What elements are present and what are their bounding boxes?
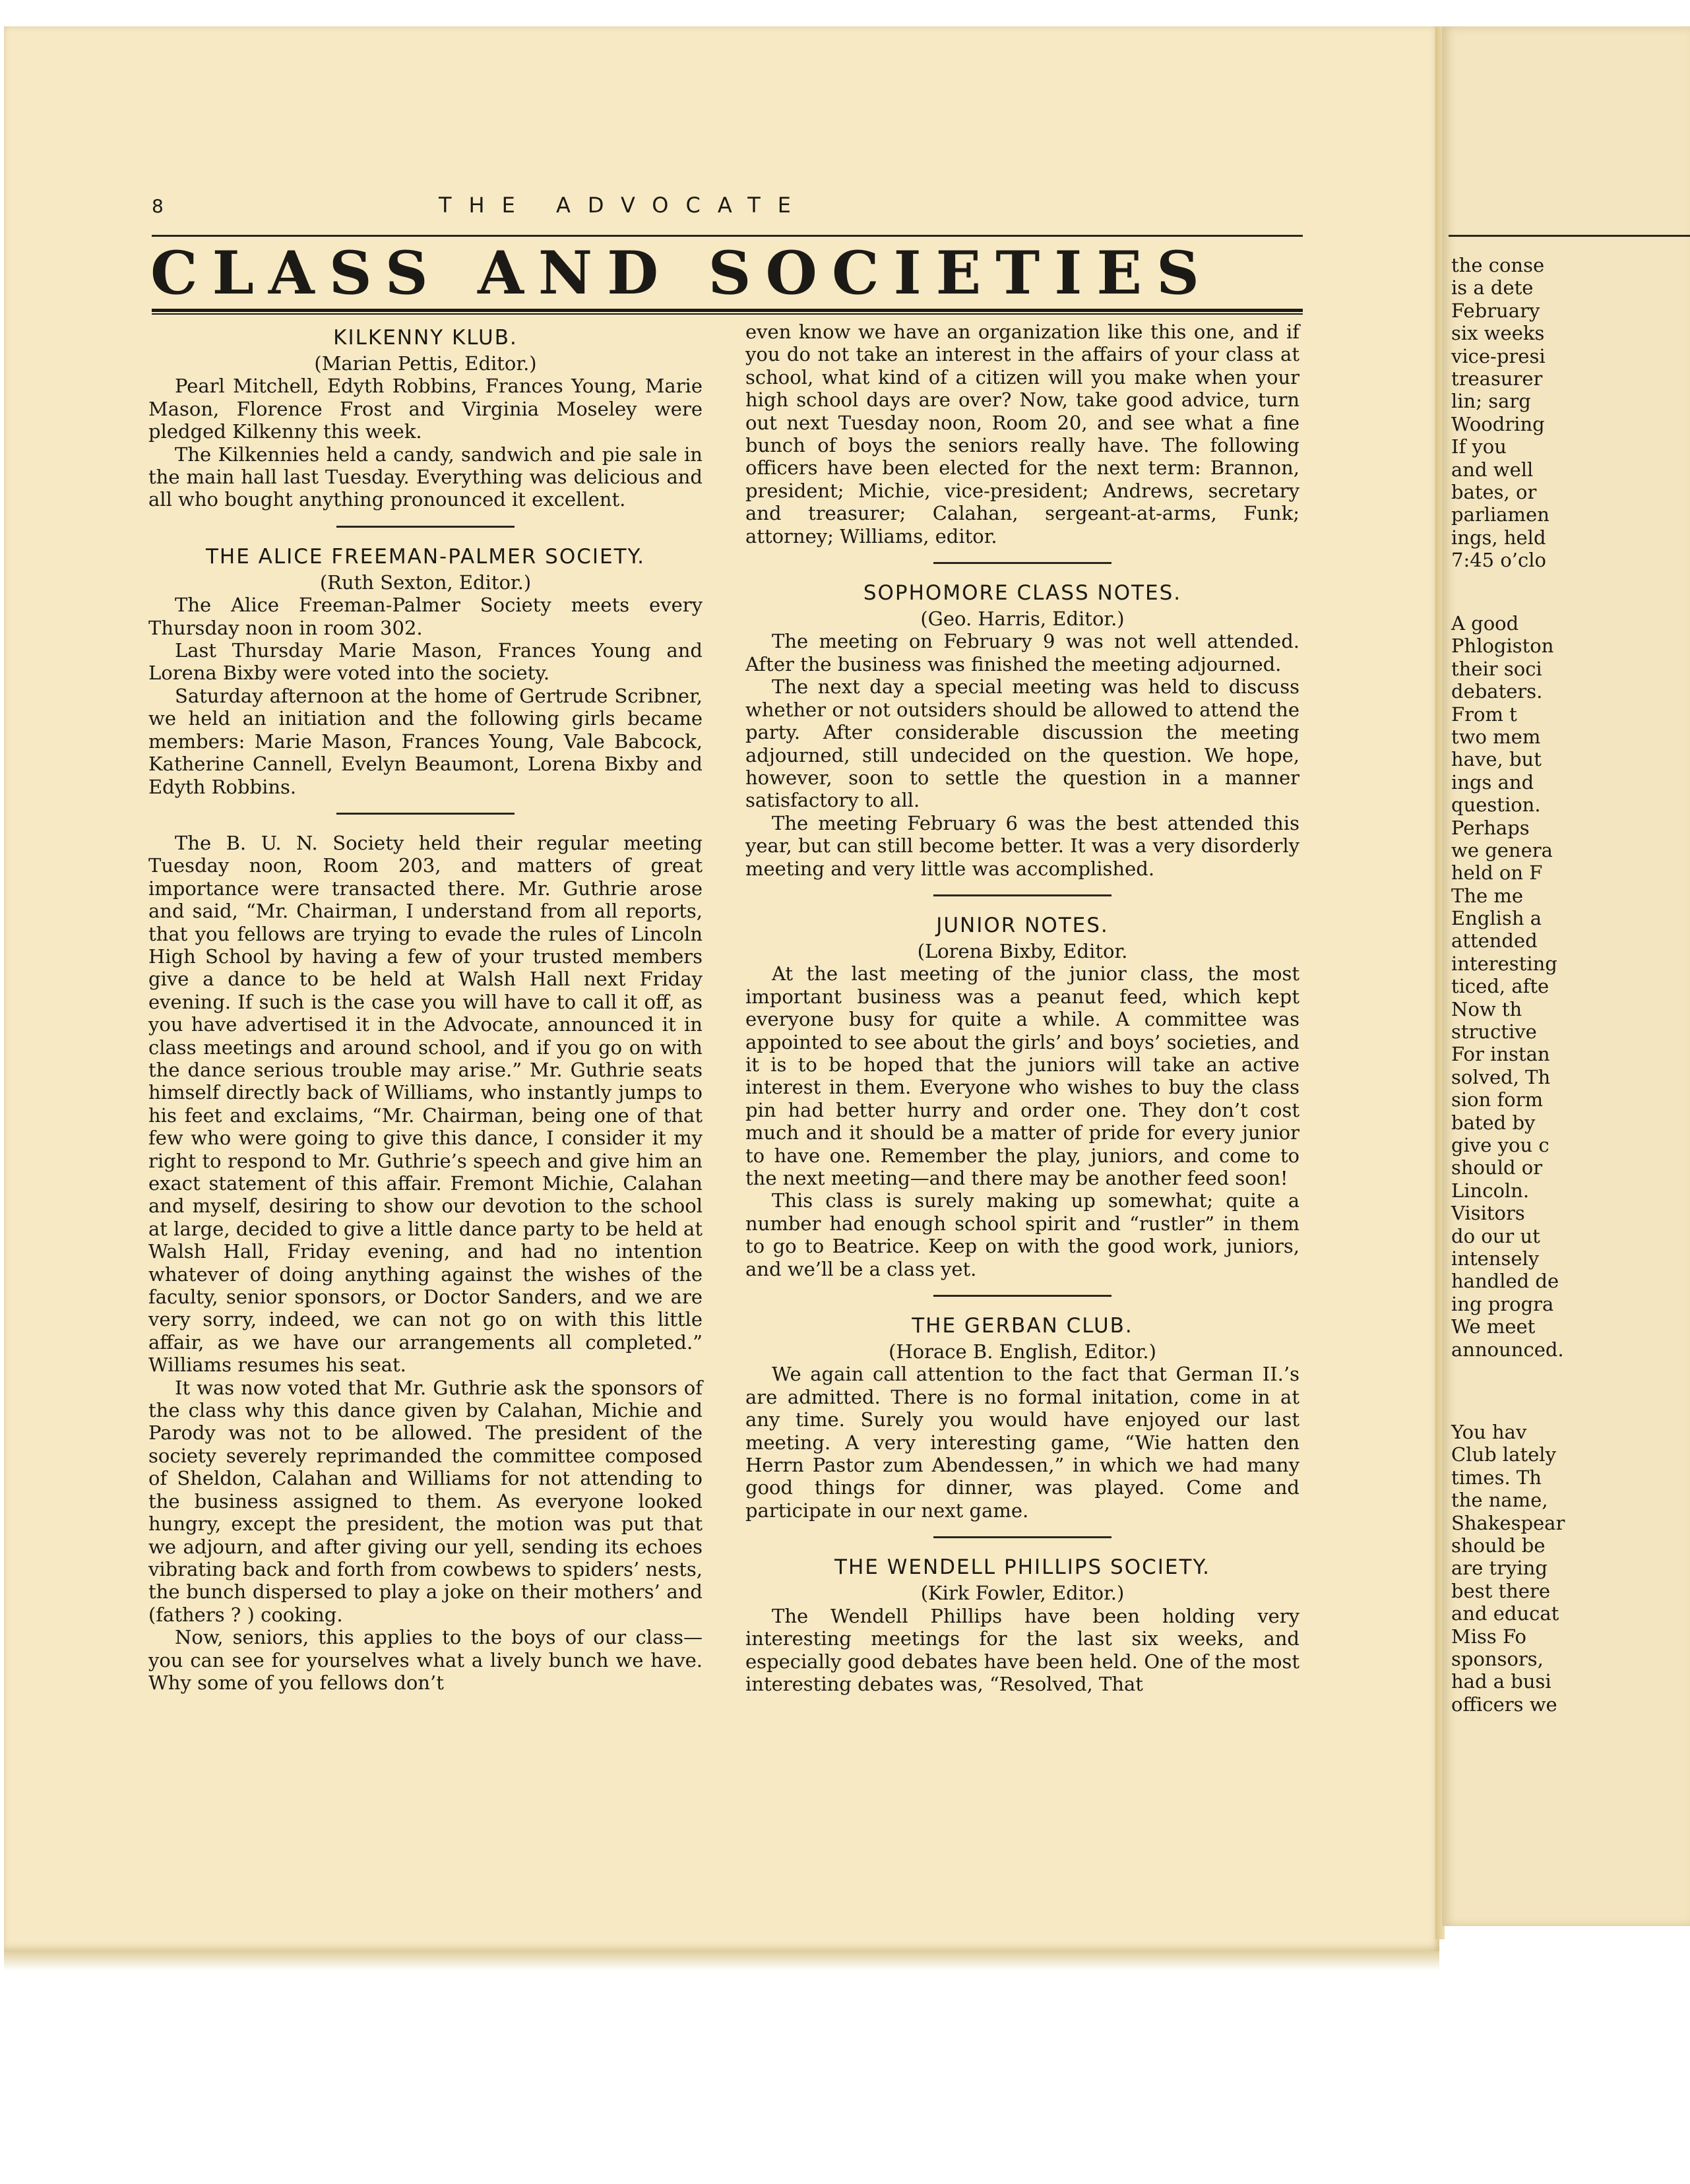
next-page-line: February — [1451, 299, 1540, 322]
next-page-line: Lincoln. — [1451, 1179, 1530, 1202]
paragraph: Pearl Mitchell, Edyth Robbins, Frances Young, Marie Mason, Florence Frost and Virginia Moseley were pledged Kilkenny this week. — [148, 375, 703, 443]
next-page-text-block-3 — [1451, 1421, 1690, 1716]
editor-credit: (Marian Pettis, Editor.) — [314, 352, 537, 375]
next-page-line: debaters. — [1451, 680, 1543, 703]
next-page-line: times. Th — [1451, 1466, 1542, 1489]
next-page-line: give you c — [1451, 1133, 1549, 1156]
section-divider — [933, 1536, 1111, 1538]
next-page-line: should be — [1451, 1534, 1546, 1557]
paragraph: The next day a special meeting was held to discuss whether or not outsiders should be allowed to attend the party. After considerable discussion the meeting adjourned, still undecided on the question. We hope, however, soon to settle the question in a manner satisfactory to all. — [745, 675, 1299, 812]
next-page-line: handled de — [1451, 1270, 1559, 1293]
next-page-line: ings and — [1451, 770, 1534, 794]
article-heading: JUNIOR NOTES. — [936, 913, 1109, 937]
next-page-line: and educat — [1451, 1602, 1559, 1625]
right-column — [745, 321, 1299, 1695]
editor-credit: (Ruth Sexton, Editor.) — [319, 571, 532, 594]
next-page-line: should or — [1451, 1156, 1543, 1179]
next-page-line: two mem — [1451, 725, 1541, 748]
paragraph: Last Thursday Marie Mason, Frances Young and Lorena Bixby were voted into the society. — [148, 639, 703, 685]
next-page-line: held on F — [1451, 861, 1543, 885]
paragraph: Now, seniors, this applies to the boys of our class—you can see for yourselves what a lively bunch we have. Why some of you fellows don’t — [148, 1626, 703, 1694]
next-page-line: Perhaps — [1451, 816, 1530, 839]
paragraph: The Wendell Phillips have been holding very interesting meetings for the last six weeks, and especially good debates have been held. One of the most interesting debates was, “Resolved, That — [745, 1604, 1299, 1695]
next-page-line: For instan — [1451, 1043, 1550, 1066]
next-page-line: sponsors, — [1451, 1647, 1544, 1670]
next-page-line: announced. — [1451, 1338, 1564, 1361]
next-page-line: A good — [1451, 612, 1519, 635]
section-divider — [933, 894, 1111, 896]
editor-credit: (Geo. Harris, Editor.) — [920, 608, 1125, 631]
next-page-line: bated by — [1451, 1111, 1536, 1134]
next-page-line: You hav — [1451, 1421, 1527, 1443]
section-divider — [336, 526, 515, 528]
next-page-line: English a — [1451, 907, 1542, 930]
next-page-line: their soci — [1451, 657, 1542, 680]
next-page-line: the conse — [1451, 254, 1545, 276]
next-page-line: ticed, afte — [1451, 975, 1549, 998]
paragraph: The meeting February 6 was the best attended this year, but can still become better. It was a very disorderly meeting and very little was accomplished. — [745, 811, 1299, 880]
next-page-line: had a busi — [1451, 1670, 1551, 1693]
editor-credit: (Kirk Fowler, Editor.) — [920, 1582, 1125, 1605]
next-page-line: Miss Fo — [1451, 1625, 1526, 1648]
next-page-line: we genera — [1451, 838, 1553, 861]
next-page-line: question. — [1451, 794, 1541, 817]
next-page-line: six weeks — [1451, 322, 1545, 345]
next-page-rule — [1449, 235, 1690, 237]
next-page-line: Visitors — [1451, 1202, 1525, 1225]
paragraph: Saturday afternoon at the home of Gertrude Scribner, we held an initiation and the following girls became members: Marie Mason, Frances Young, Vale Babcock, Katherine Cannell, Evelyn Beaumont, Lorena Bixby and Edyth Robbins. — [148, 684, 703, 798]
title-rule — [152, 309, 1303, 315]
next-page-line: solved, Th — [1451, 1065, 1551, 1088]
next-page-line: attended — [1451, 929, 1538, 952]
paragraph: The meeting on February 9 was not well attended. After the business was finished the meeting adjourned. — [745, 630, 1299, 675]
paragraph: even know we have an organization like this one, and if you do not take an interest in the affairs of your class at school, what kind of a citizen will you make when your high school days are over? Now, take good advice, turn out next Tuesday noon, Room 20, and see what a fine bunch of boys the seniors really have. The following officers have been elected for the next term: Brannon, president; Michie, vice-president; Andrews, secretary and treasurer; Calahan, sergeant-at-arms, Funk; attorney; Williams, editor. — [745, 321, 1299, 547]
next-page-line: ing progra — [1451, 1292, 1554, 1315]
section-divider — [933, 1295, 1111, 1297]
paragraph: The Alice Freeman-Palmer Society meets every Thursday noon in room 302. — [148, 594, 703, 639]
next-page-line: We meet — [1451, 1315, 1536, 1338]
section-title: CLASS AND SOCIETIES — [150, 238, 1214, 308]
next-page-line: parliamen — [1451, 503, 1549, 526]
next-page-line: interesting — [1451, 952, 1557, 975]
next-page-line: ings, held — [1451, 526, 1546, 549]
next-page-line: and well — [1451, 458, 1534, 481]
next-page-line: 7:45 o’clo — [1451, 549, 1546, 572]
next-page-line: Phlogiston — [1451, 635, 1554, 658]
article-heading: SOPHOMORE CLASS NOTES. — [863, 581, 1182, 606]
next-page-line: From t — [1451, 702, 1517, 726]
editor-credit: (Horace B. English, Editor.) — [889, 1340, 1156, 1363]
next-page-line: treasurer — [1451, 367, 1543, 390]
next-page-line: lin; sarg — [1451, 390, 1531, 413]
next-page-line: is a dete — [1451, 276, 1534, 299]
next-page-line: Shakespear — [1451, 1511, 1565, 1534]
page-edge — [4, 1951, 1439, 1971]
paragraph: It was now voted that Mr. Guthrie ask the sponsors of the class why this dance given by Calahan, Michie and Parody was not to be allowed. The president of the society severely reprimanded the committee composed of Sheldon, Calahan and Williams for not attending to the business assigned to them. As everyone looked hungry, except the president, the motion was put that we adjourn, and after giving our yell, sending its echoes vibrating back and forth from cowbews to spiders’ nests, the bunch dispersed to play a joke on their mothers’ and (fathers ? ) cooking. — [148, 1376, 703, 1626]
next-page-line: Woodring — [1451, 412, 1545, 435]
section-divider — [933, 562, 1111, 564]
running-head: THE ADVOCATE — [439, 193, 808, 218]
section-divider — [336, 813, 515, 815]
next-page-line: are trying — [1451, 1557, 1548, 1580]
next-page-line: best there — [1451, 1579, 1550, 1602]
paragraph: We again call attention to the fact that German II.’s are admitted. There is no formal initation, come in at any time. Surely you would have enjoyed our last meeting. A very interesting game, “Wie hatten den Herrn Pastor zum Abendessen,” in which we had many good things for dinner, was played. Come and participate in our next game. — [745, 1363, 1299, 1522]
next-page-line: The me — [1451, 884, 1524, 907]
next-page-line: do our ut — [1451, 1224, 1540, 1247]
next-page-text-block-2 — [1451, 612, 1690, 1361]
paragraph: The B. U. N. Society held their regular meeting Tuesday noon, Room 203, and matters of great importance were transacted there. Mr. Guthrie arose and said, “Mr. Chairman, I understand from all reports, that you fellows are trying to evade the rules of Lincoln High School by having a few of your trusted members give a dance to be held at Walsh Hall next Friday evening. If such is the case you will have to call it off, as you have advertised it in the Advocate, announced it in class meetings and around school, and if you go on with the dance serious trouble may arise.” Mr. Guthrie seats himself directly back of Williams, who instantly jumps to his feet and exclaims, “Mr. Chairman, being one of that few who were going to give this dance, I consider it my right to respond to Mr. Guthrie’s speech and give him an exact statement of this affair. Fremont Michie, Calahan and myself, desiring to show our devotion to the school at large, decided to give a little dance party to be held at Walsh Hall, Friday evening, and had no intention whatever of doing anything against the wishes of the faculty, senior sponsors, or Doctor Sanders, and we are very sorry, indeed, we can not go on with this little affair, as we have our arrangements all completed.” Williams resumes his seat. — [148, 831, 703, 1377]
article-heading: KILKENNY KLUB. — [333, 326, 518, 350]
editor-credit: (Lorena Bixby, Editor. — [917, 939, 1128, 962]
left-column — [148, 321, 703, 1694]
next-page-line: Now th — [1451, 997, 1522, 1020]
next-page-line: the name, — [1451, 1489, 1548, 1512]
next-page-line: Club lately — [1451, 1443, 1556, 1466]
next-page-line: sion form — [1451, 1088, 1544, 1111]
next-page-line: structive — [1451, 1020, 1537, 1044]
next-page-line: If you — [1451, 435, 1507, 458]
next-page-line: intensely — [1451, 1247, 1540, 1270]
next-page-text-block-1 — [1451, 254, 1690, 571]
article-heading: THE WENDELL PHILLIPS SOCIETY. — [834, 1555, 1210, 1580]
next-page-line: officers we — [1451, 1693, 1557, 1716]
paragraph: At the last meeting of the junior class, the most important business was a peanut feed, which kept everyone busy for quite a while. A committee was appointed to see about the girls’ and boys’ societies, and it is to be hoped that the juniors will take an active interest in them. Everyone who wishes to buy the class pin had better hurry and order one. They don’t cost much and it should be a matter of pride for every junior to have one. Remember the play, juniors, and come to the next meeting—and there may be another feed soon! — [745, 962, 1299, 1189]
paragraph: This class is surely making up somewhat; quite a number had enough school spirit and “rustler” in them to go to Beatrice. Keep on with the good work, juniors, and we’ll be a class yet. — [745, 1189, 1299, 1280]
article-heading: THE ALICE FREEMAN-PALMER SOCIETY. — [205, 544, 646, 569]
article-heading: THE GERBAN CLUB. — [912, 1314, 1133, 1338]
header-rule — [152, 235, 1303, 237]
paragraph: The Kilkennies held a candy, sandwich and pie sale in the main hall last Tuesday. Everything was delicious and all who bought anything pronounced it excellent. — [148, 443, 703, 511]
next-page-line: vice-presi — [1451, 344, 1546, 367]
next-page-line: have, but — [1451, 748, 1542, 771]
next-page-line: bates, or — [1451, 480, 1537, 503]
page-number: 8 — [152, 195, 164, 217]
